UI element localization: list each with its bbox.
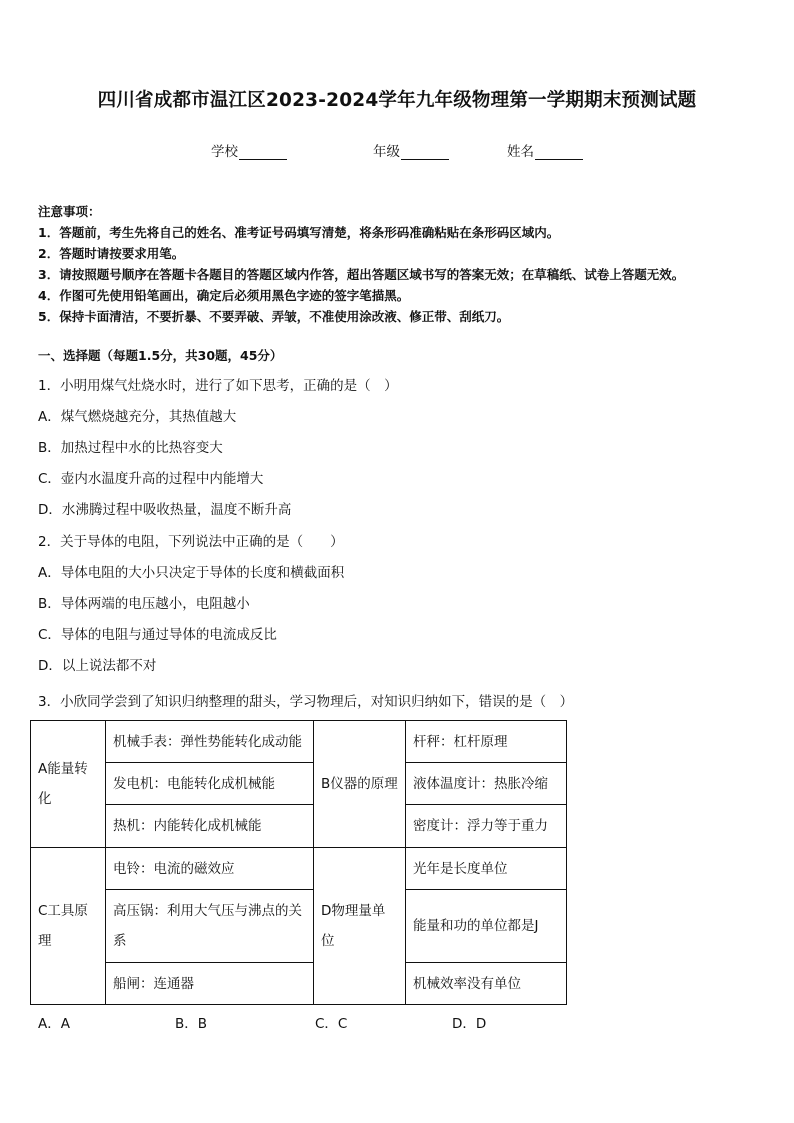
grade-field: [373, 140, 449, 160]
q1-option-a: A．煤气燃烧越充分，其热值越大: [38, 409, 237, 425]
table-cell: 发电机：电能转化成机械能: [106, 763, 314, 805]
q2-option-a: A．导体电阻的大小只决定于导体的长度和横截面积: [38, 565, 345, 581]
table-cell: 热机：内能转化成机械能: [106, 805, 314, 848]
category-b: B仪器的原理: [314, 721, 406, 848]
q2-option-c: C．导体的电阻与通过导体的电流成反比: [38, 627, 277, 643]
table-cell: 船闸：连通器: [106, 963, 314, 1005]
table-cell: 能量和功的单位都是J: [406, 890, 567, 963]
grade-blank[interactable]: [401, 145, 449, 160]
grade-label: 年级: [373, 144, 400, 160]
table-cell: 机械手表：弹性势能转化成动能: [106, 721, 314, 763]
page-title: 四川省成都市温江区2023-2024学年九年级物理第一学期期末预测试题: [97, 90, 697, 111]
q3-choice-d: D．D: [452, 1016, 487, 1032]
name-label: 姓名: [507, 144, 534, 160]
q2-stem: 2．关于导体的电阻，下列说法中正确的是（ ）: [38, 534, 344, 550]
q1-option-b: B．加热过程中水的比热容变大: [38, 440, 223, 456]
school-label: 学校: [211, 144, 238, 160]
table-cell: 电铃：电流的磁效应: [106, 848, 314, 890]
category-a: A能量转化: [31, 721, 106, 848]
notes-item: 1．答题前，考生先将自己的姓名、准考证号码填写清楚，将条形码准确粘贴在条形码区域内。: [38, 225, 560, 240]
q2-option-b: B．导体两端的电压越小，电阻越小: [38, 596, 250, 612]
q3-choice-c: C．C: [315, 1016, 348, 1032]
notes-item: 3．请按照题号顺序在答题卡各题目的答题区域内作答，超出答题区域书写的答案无效；在草稿纸、试卷上答题无效。: [38, 267, 685, 282]
notes-heading: 注意事项：: [38, 204, 101, 219]
school-blank[interactable]: [239, 145, 287, 160]
knowledge-table: [30, 720, 567, 1005]
q3-choice-b: B．B: [175, 1016, 208, 1032]
q2-option-d: D．以上说法都不对: [38, 658, 157, 674]
notes-item: 5．保持卡面清洁，不要折暴、不要弄破、弄皱，不准使用涂改液、修正带、刮纸刀。: [38, 309, 510, 324]
school-field: [211, 140, 287, 160]
category-c: C工具原理: [31, 848, 106, 1005]
notes-item: 4．作图可先使用铅笔画出，确定后必须用黑色字迹的签字笔描黑。: [38, 288, 410, 303]
notes-block: [38, 201, 778, 327]
table-cell: 高压锅：利用大气压与沸点的关系: [106, 890, 314, 963]
q1-option-d: D．水沸腾过程中吸收热量，温度不断升高: [38, 502, 292, 518]
q3-stem: 3．小欣同学尝到了知识归纳整理的甜头，学习物理后，对知识归纳如下，错误的是（ ）: [38, 694, 574, 710]
table-cell: 杆秤：杠杆原理: [406, 721, 567, 763]
table-cell: 机械效率没有单位: [406, 963, 567, 1005]
category-d: D物理量单位: [314, 848, 406, 1005]
q1-option-c: C．壶内水温度升高的过程中内能增大: [38, 471, 264, 487]
table-cell: 光年是长度单位: [406, 848, 567, 890]
table-cell: 密度计：浮力等于重力: [406, 805, 567, 848]
q3-choice-a: A．A: [38, 1016, 70, 1032]
name-blank[interactable]: [535, 145, 583, 160]
q1-stem: 1．小明用煤气灶烧水时，进行了如下思考，正确的是（ ）: [38, 378, 398, 394]
name-field: [507, 140, 583, 160]
section-heading: 一、选择题（每题1.5分，共30题，45分）: [38, 348, 283, 363]
notes-item: 2．答题时请按要求用笔。: [38, 246, 185, 261]
table-cell: 液体温度计：热胀冷缩: [406, 763, 567, 805]
